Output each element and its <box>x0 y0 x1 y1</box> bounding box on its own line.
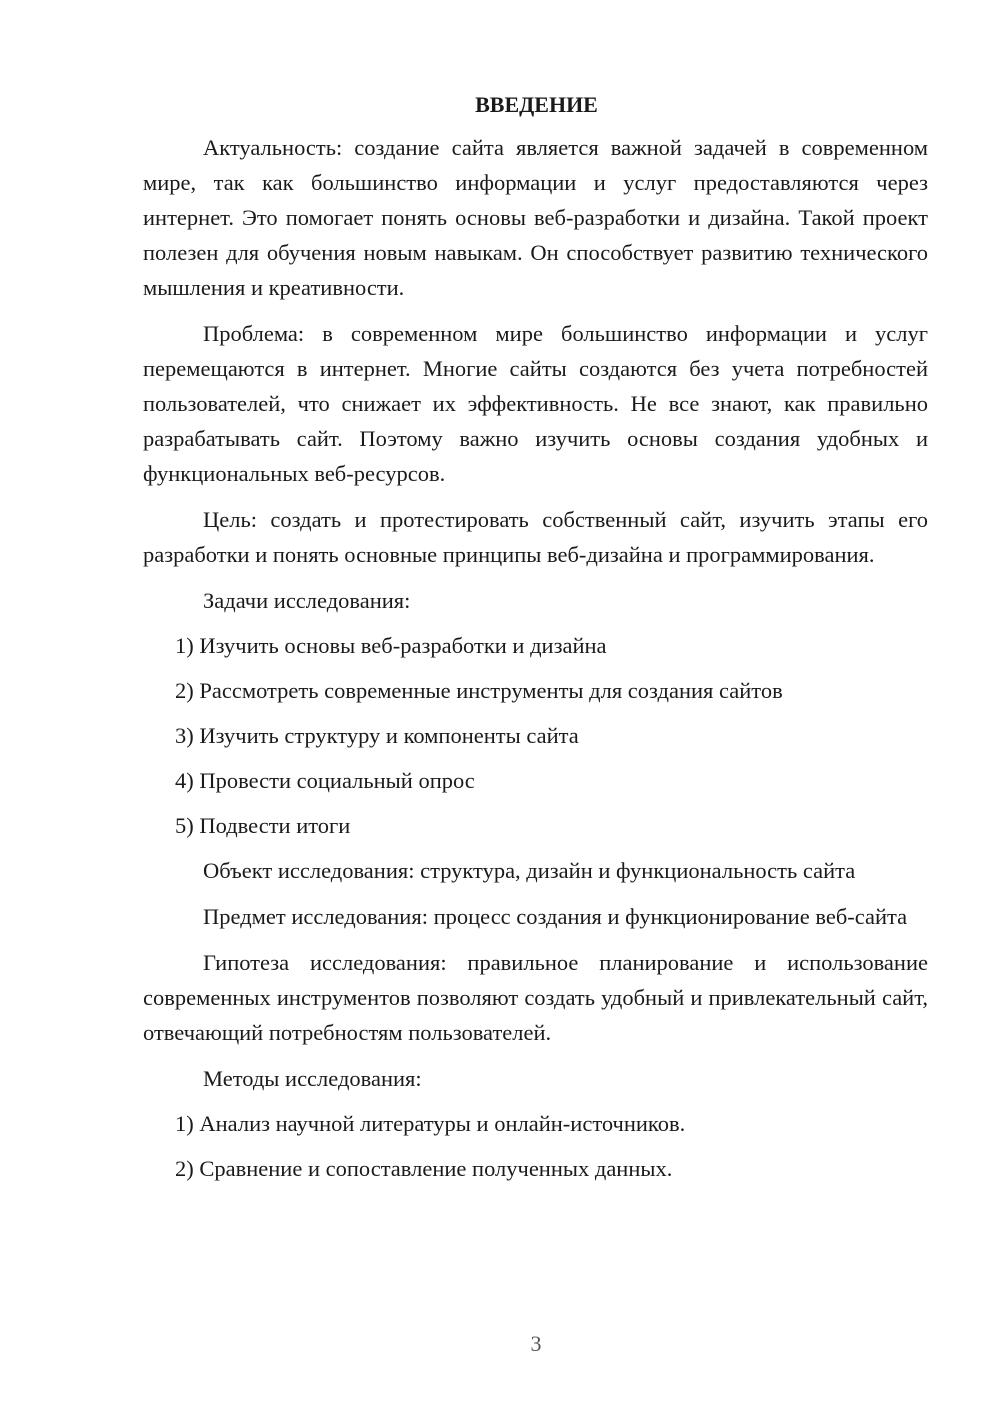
relevance-paragraph: Актуальность: создание сайта является важной задачей в современном мире, так как большинство информации и услуг предоставляются через интернет. Это помогает понять основы веб-разработки и дизайна. Такой проект полезен для обучения новым навыкам. Он способствует развитию технического мышления и креативности. <box>143 135 928 300</box>
list-item: 3) Изучить структуру и компоненты сайта <box>175 723 579 748</box>
tasks-title: Задачи исследования: <box>203 588 411 613</box>
page-number: 3 <box>530 1331 542 1356</box>
hypothesis-paragraph: Гипотеза исследования: правильное планирование и использование современных инструментов позволяют создать удобный и привлекательный сайт, отвечающий потребностям пользователей. <box>143 950 928 1045</box>
methods-list <box>143 1106 928 1186</box>
list-item: 1) Изучить основы веб-разработки и дизайна <box>175 633 607 658</box>
tasks-list <box>143 628 928 843</box>
methods-title: Методы исследования: <box>203 1066 422 1091</box>
section-heading: ВВЕДЕНИЕ <box>475 92 598 117</box>
object-paragraph: Объект исследования: структура, дизайн и функциональность сайта <box>203 858 856 883</box>
page-content <box>143 90 928 1196</box>
list-item: 1) Анализ научной литературы и онлайн-источников. <box>175 1111 686 1136</box>
problem-paragraph: Проблема: в современном мире большинство информации и услуг перемещаются в интернет. Многие сайты создаются без учета потребностей пользователей, что снижает их эффективность. Не все знают, как правильно разрабатывать сайт. Поэтому важно изучить основы создания удобных и функциональных веб-ресурсов. <box>143 321 928 486</box>
list-item: 2) Сравнение и сопоставление полученных данных. <box>175 1156 673 1181</box>
subject-paragraph: Предмет исследования: процесс создания и функционирование веб-сайта <box>203 904 908 929</box>
list-item: 4) Провести социальный опрос <box>175 768 475 793</box>
goal-paragraph: Цель: создать и протестировать собственный сайт, изучить этапы его разработки и понять основные принципы веб-дизайна и программирования. <box>143 507 928 567</box>
list-item: 5) Подвести итоги <box>175 813 351 838</box>
list-item: 2) Рассмотреть современные инструменты для создания сайтов <box>175 678 783 703</box>
